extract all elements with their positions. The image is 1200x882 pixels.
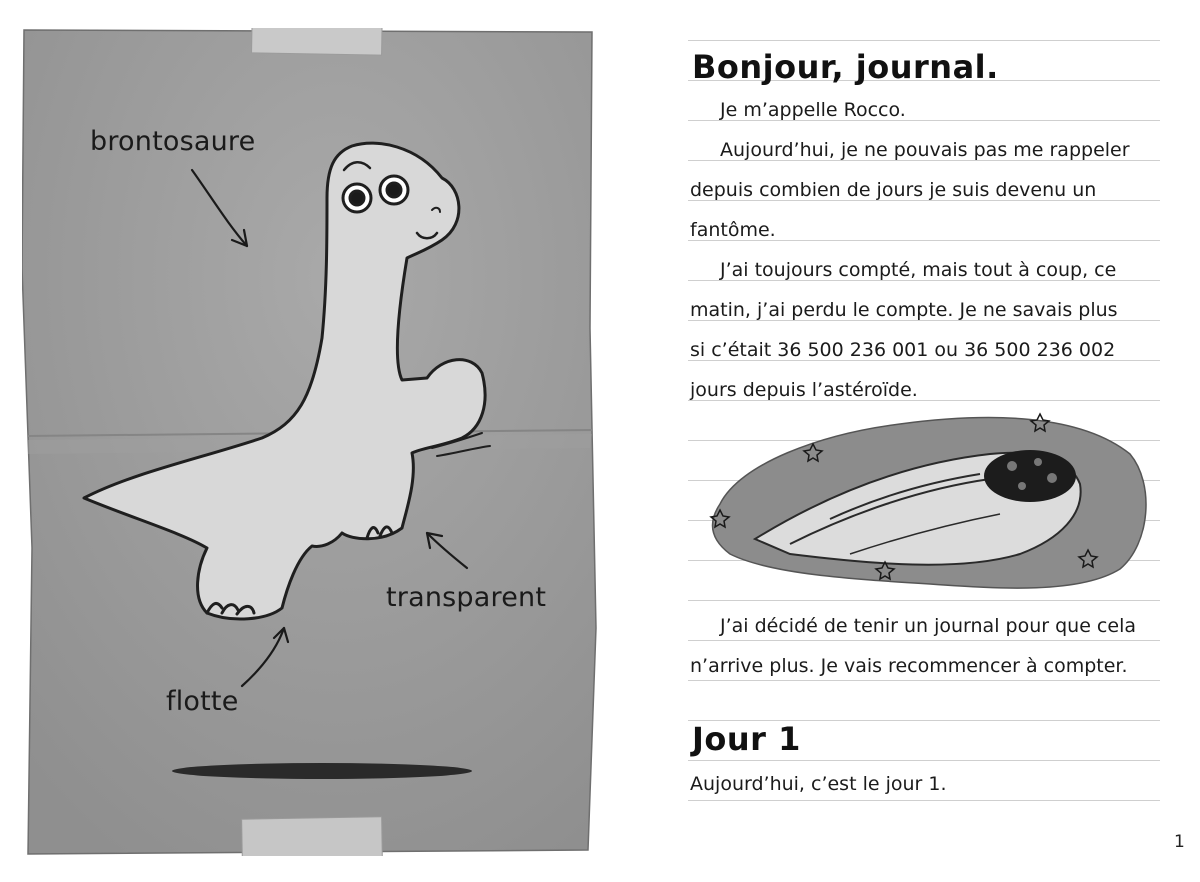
journal-line: Je m’appelle Rocco. (720, 99, 906, 121)
ruled-line (688, 800, 1160, 801)
journal-heading: Bonjour, journal. (692, 48, 999, 86)
day-heading: Jour 1 (692, 720, 801, 758)
label-species: brontosaure (90, 126, 256, 157)
tape-top (252, 28, 383, 55)
journal-line: fantôme. (690, 219, 776, 241)
journal-line: si c’était 36 500 236 001 ou 36 500 236 002 (690, 339, 1116, 361)
tape-bottom (242, 817, 383, 856)
label-transparent: transparent (386, 582, 547, 613)
asteroid-illustration (700, 404, 1150, 596)
ruled-line (688, 600, 1160, 601)
floor-shadow (172, 763, 472, 779)
page-number: 1 (1174, 832, 1185, 852)
journal-line: jours depuis l’astéroïde. (690, 379, 918, 401)
journal-line: J’ai décidé de tenir un journal pour que cela (720, 615, 1136, 637)
journal-line: Aujourd’hui, je ne pouvais pas me rappeler (720, 139, 1130, 161)
label-floats: flotte (166, 686, 239, 717)
day-entry: Aujourd’hui, c’est le jour 1. (690, 773, 947, 795)
journal-line: J’ai toujours compté, mais tout à coup, ce (720, 259, 1117, 281)
ruled-line (688, 40, 1160, 41)
journal-line: matin, j’ai perdu le compte. Je ne savais plus (690, 299, 1118, 321)
dinosaur-poster (22, 28, 598, 856)
journal-line: depuis combien de jours je suis devenu un (690, 179, 1097, 201)
ruled-line (688, 640, 1160, 641)
asteroid-rock (984, 450, 1076, 502)
ruled-line (688, 760, 1160, 761)
journal-line: n’arrive plus. Je vais recommencer à compter. (690, 655, 1128, 677)
ruled-line (688, 680, 1160, 681)
